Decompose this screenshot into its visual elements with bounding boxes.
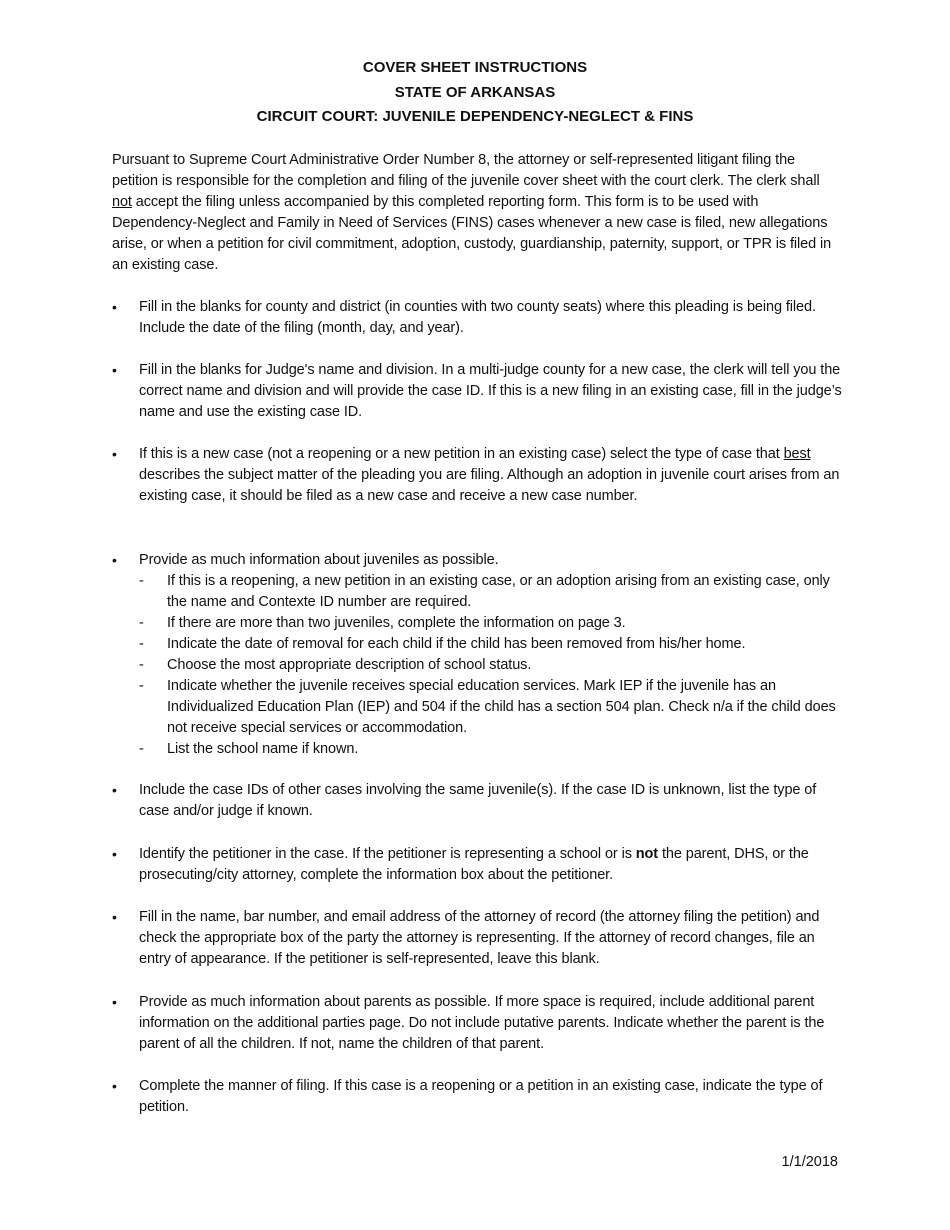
sub-item: - If there are more than two juveniles, complete the information on page 3. <box>139 613 842 634</box>
list-item-parents: • Provide as much information about parents as possible. If more space is required, include additional parent information on the additional parties page. Do not include putative parents. Indicate whether the parent is the parent of all the children. If not, name the children of that parent. <box>112 994 825 1052</box>
dash-icon: - <box>139 573 144 589</box>
bullet-icon: • <box>112 846 117 862</box>
bullet-icon: • <box>112 299 117 315</box>
bullet-icon: • <box>112 1078 117 1094</box>
dash-icon: - <box>139 741 144 757</box>
emphasis-not-bold: not <box>635 846 659 862</box>
document-header <box>0 56 950 130</box>
footer-date: 1/1/2018 <box>781 1154 838 1170</box>
intro-paragraph: Pursuant to Supreme Court Administrative Order Number 8, the attorney or self-represented litigant filing the petition is responsible for the completion and filing of the juvenile cover sheet with the court clerk. The clerk shall not accept the filing unless accompanied by this completed reporting form. This form is to be used with Dependency-Neglect and Family in Need of Services (FINS) cases whenever a new case is filed, new allegations arise, or when a petition for civil commitment, adoption, custody, guardianship, paternity, support, or TPR is filed in an existing case. <box>112 152 832 273</box>
list-item-case-type: • If this is a new case (not a reopening or a new petition in an existing case) select the type of case that best describes the subject matter of the pleading you are filing. Although an adoption in juvenile court arises from an existing case, it should be filed as a new case and receive a new case number. <box>112 446 840 504</box>
bullet-icon: • <box>112 909 117 925</box>
dash-icon: - <box>139 615 144 631</box>
list-item-case-ids: • Include the case IDs of other cases involving the same juvenile(s). If the case ID is unknown, list the type of case and/or judge if known. <box>112 782 817 819</box>
dash-icon: - <box>139 636 144 652</box>
header-state: STATE OF ARKANSAS <box>394 83 556 101</box>
dash-icon: - <box>139 678 144 694</box>
dash-icon: - <box>139 657 144 673</box>
list-item-manner-of-filing: • Complete the manner of filing. If this case is a reopening or a petition in an existing case, indicate the type of petition. <box>112 1078 823 1115</box>
list-item-petitioner: • Identify the petitioner in the case. If the petitioner is representing a school or is not the parent, DHS, or the prosecuting/city attorney, complete the information box about the petitioner. <box>112 846 809 883</box>
sub-item: - Choose the most appropriate description of school status. <box>139 655 842 676</box>
emphasis-best: best <box>783 446 811 462</box>
list-item-judge: • Fill in the blanks for Judge's name and division. In a multi-judge county for a new case, the clerk will tell you the correct name and division and will provide the case ID. If this is a new filing in an existing case, fill in the judge’s name and use the existing case ID. <box>112 362 842 420</box>
bullet-icon: • <box>112 446 117 462</box>
sub-item: - If this is a reopening, a new petition in an existing case, or an adoption arising from an existing case, only the name and Contexte ID number are required. <box>139 573 830 610</box>
bullet-icon: • <box>112 994 117 1010</box>
bullet-icon: • <box>112 362 117 378</box>
sub-item: - List the school name if known. <box>139 739 842 760</box>
list-item-juveniles: • Provide as much information about juveniles as possible. - If this is a reopening, a new petition in an existing case, or an adoption arising from an existing case, only the name and Contexte ID number are required. - If there are more than two juveniles, complete the information on page 3. - Indicate the date of removal for each child if the child has been removed from his/her home. - Choose the most appropriate description of school status. - Indicate whether the juvenile receives special education services. Mark IEP if the juvenile has an Individualized Education Plan (IEP) and 504 if the child has a section 504 plan. Check n/a if the child does not receive special services or accommodation. - List the school name if known. <box>112 550 842 760</box>
bullet-icon: • <box>112 782 117 798</box>
header-title: COVER SHEET INSTRUCTIONS <box>362 59 588 76</box>
header-court: CIRCUIT COURT: JUVENILE DEPENDENCY-NEGLECT & FINS <box>256 108 694 125</box>
sub-item: - Indicate the date of removal for each child if the child has been removed from his/her home. <box>139 634 842 655</box>
emphasis-not: not <box>112 194 132 210</box>
sub-item: - Indicate whether the juvenile receives special education services. Mark IEP if the juvenile has an Individualized Education Plan (IEP) and 504 if the child has a section 504 plan. Check n/a if the child does not receive special services or accommodation. <box>139 678 836 736</box>
list-item-county: • Fill in the blanks for county and district (in counties with two county seats) where this pleading is being filed. Include the date of the filing (month, day, and year). <box>112 299 816 336</box>
list-item-attorney: • Fill in the name, bar number, and email address of the attorney of record (the attorney filing the petition) and check the appropriate box of the party the attorney is representing. If the attorney of record changes, file an entry of appearance. If the petitioner is self-represented, leave this blank. <box>112 909 820 967</box>
bullet-icon: • <box>112 552 117 568</box>
